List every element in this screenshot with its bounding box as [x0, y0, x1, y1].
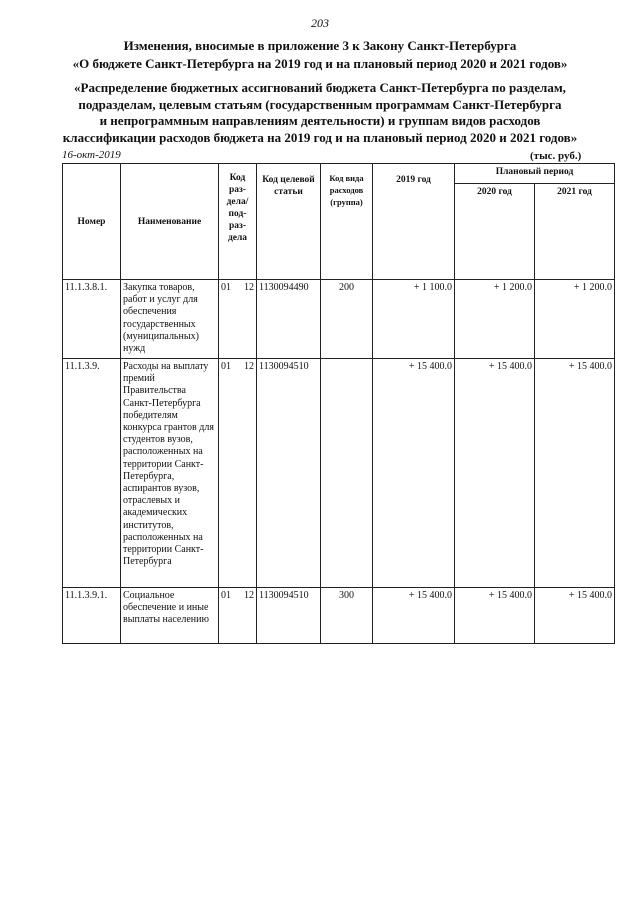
- appendix-subtitle: [0, 80, 640, 146]
- subtitle-line-4: классификации расходов бюджета на 2019 год и на плановый период 2020 и 2021 годов»: [62, 129, 578, 145]
- header-number: Номер: [63, 164, 121, 280]
- row-sum-2021: + 15 400.0: [535, 588, 615, 644]
- header-year-2019: 2019 год: [373, 164, 455, 280]
- row-podrazdel: 12: [244, 590, 254, 601]
- document-title: [0, 37, 640, 73]
- title-line-2: «О бюджете Санкт-Петербурга на 2019 год и на плановый период 2020 и 2021 годов»: [72, 56, 568, 71]
- row-razdel: 01: [221, 361, 231, 372]
- header-year-2020: 2020 год: [455, 184, 535, 280]
- row-section-code: [219, 359, 257, 588]
- row-number: 11.1.3.9.: [63, 359, 121, 588]
- budget-table: [62, 163, 615, 644]
- document-date: 16-окт-2019: [62, 149, 121, 161]
- row-section-code: [219, 588, 257, 644]
- table-row: [63, 359, 615, 588]
- header-expense-kind: Код вида расходов (группа): [321, 164, 373, 280]
- header-name: Наименование: [121, 164, 219, 280]
- row-razdel: 01: [221, 282, 231, 293]
- row-expense-kind: 300: [321, 588, 373, 644]
- row-sum-2019: + 15 400.0: [373, 359, 455, 588]
- header-target-code: Код целевой статьи: [257, 164, 321, 280]
- table-row: [63, 588, 615, 644]
- subtitle-line-2: подразделам, целевым статьям (государственным программам Санкт-Петербурга: [78, 96, 562, 112]
- row-target-code: 1130094510: [257, 359, 321, 588]
- row-name: Социальное обеспечение и иные выплаты населению: [121, 588, 219, 644]
- row-podrazdel: 12: [244, 282, 254, 293]
- header-year-2021: 2021 год: [535, 184, 615, 280]
- row-name: Расходы на выплату премий Правительства Санкт-Петербурга победителям конкурса грантов для студентов вузов, расположенных на территории Санкт-Петербурга, аспирантов вузов, отраслевых и академических институтов, расположенных на территории Санкт-Петербурга: [121, 359, 219, 588]
- row-number: 11.1.3.9.1.: [63, 588, 121, 644]
- row-sum-2020: + 15 400.0: [455, 588, 535, 644]
- row-section-code: [219, 280, 257, 359]
- header-section-code: Код раз-дела/ под-раз-дела: [219, 164, 257, 280]
- header-plan-period: Плановый период: [455, 164, 615, 184]
- page-number: 203: [311, 16, 329, 30]
- units-label: (тыс. руб.): [530, 150, 582, 162]
- table-row: [63, 280, 615, 359]
- row-sum-2019: + 15 400.0: [373, 588, 455, 644]
- row-expense-kind: [321, 359, 373, 588]
- row-sum-2021: + 1 200.0: [535, 280, 615, 359]
- row-number: 11.1.3.8.1.: [63, 280, 121, 359]
- row-razdel: 01: [221, 590, 231, 601]
- title-line-1: Изменения, вносимые в приложение 3 к Закону Санкт-Петербурга: [123, 38, 517, 53]
- subtitle-line-1: «Распределение бюджетных ассигнований бюджета Санкт-Петербурга по разделам,: [74, 80, 566, 95]
- row-sum-2020: + 1 200.0: [455, 280, 535, 359]
- row-sum-2019: + 1 100.0: [373, 280, 455, 359]
- row-target-code: 1130094490: [257, 280, 321, 359]
- row-target-code: 1130094510: [257, 588, 321, 644]
- row-expense-kind: 200: [321, 280, 373, 359]
- subtitle-line-3: и непрограммным направлениям деятельности) и группам видов расходов: [99, 113, 541, 128]
- row-sum-2020: + 15 400.0: [455, 359, 535, 588]
- row-sum-2021: + 15 400.0: [535, 359, 615, 588]
- row-name: Закупка товаров, работ и услуг для обеспечения государственных (муниципальных) нужд: [121, 280, 219, 359]
- row-podrazdel: 12: [244, 361, 254, 372]
